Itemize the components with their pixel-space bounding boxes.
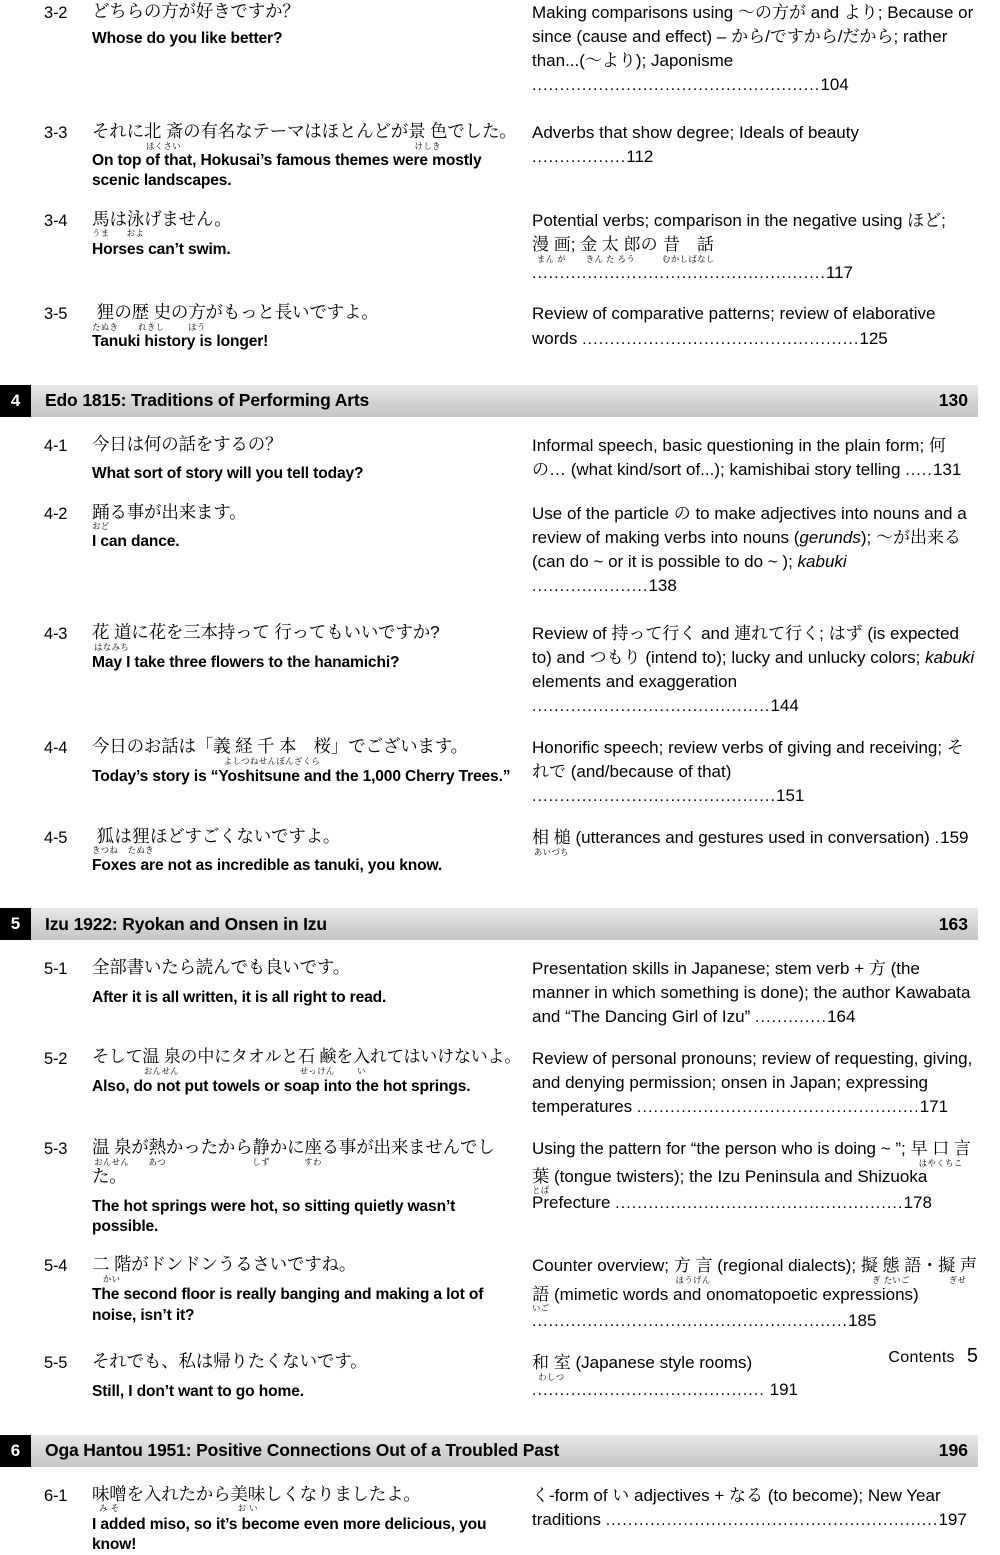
footer-page-number: 5 — [966, 1345, 978, 1367]
japanese-sentence: 狐きつねは狸たぬきほどすごくないですよ。 — [92, 825, 341, 855]
english-translation: Foxes are not as incredible as tanuki, you know. — [92, 856, 443, 874]
entry-page-number: 159 — [940, 827, 969, 847]
english-translation: I can dance. — [92, 532, 180, 550]
entry-number: 4-3 — [44, 624, 68, 643]
toc-entry[interactable] — [0, 0, 1000, 98]
toc-entry[interactable] — [0, 1136, 1000, 1237]
chapter-number: 5 — [0, 908, 31, 940]
entry-sentence — [92, 0, 532, 98]
japanese-sentence: そして温 泉おんせんの中にタオルと石 鹸せっけんを入いれてはいけないよ。 — [92, 1047, 522, 1077]
toc-entry[interactable] — [0, 433, 1000, 485]
entry-sentence — [92, 621, 532, 719]
japanese-sentence: 二 階かいがドンドンうるさいですね。 — [92, 1254, 357, 1285]
grammar-description: く-form of い adjectives + なる (to become); New Year traditions — [532, 1485, 941, 1529]
toc-entry[interactable] — [0, 501, 1000, 599]
entry-page-number: 164 — [827, 1007, 856, 1027]
toc-entry[interactable] — [0, 208, 1000, 286]
entry-number: 4-4 — [44, 738, 68, 757]
english-translation: Still, I don’t want to go home. — [92, 1382, 304, 1400]
grammar-description: Review of personal pronouns; review of requesting, giving, and denying permission; onsen in Japan; expressing temperatures — [532, 1049, 973, 1117]
entry-page-number: 178 — [903, 1193, 932, 1213]
toc-entry[interactable] — [0, 621, 1000, 719]
japanese-sentence: 今日のお話は「義 経 千 本 桜よしつねせんぼんざくら」でございます。 — [92, 735, 468, 766]
japanese-sentence: 馬うまは泳およげません。 — [92, 208, 232, 238]
grammar-description: Potential verbs; comparison in the negative using ほど; 漫 画まん が; 金 太 郎きん た ろうの 昔 話むかしばなし — [532, 210, 946, 264]
entry-sentence — [92, 825, 532, 876]
japanese-sentence: それに北 斎ほくさいの有名なテーマはほとんどが景 色けしきでした。 — [92, 121, 517, 152]
entry-sentence — [92, 1350, 532, 1403]
page-footer — [888, 1345, 978, 1368]
chapter-page-number: 130 — [938, 390, 968, 411]
entry-sentence — [92, 1253, 532, 1334]
entry-page-number: 117 — [825, 262, 854, 282]
entry-page-number: 131 — [932, 459, 962, 479]
chapter-number: 6 — [0, 1435, 31, 1467]
chapter-number: 4 — [0, 385, 31, 417]
japanese-sentence: 踊おどる事が出来ます。 — [92, 501, 247, 531]
entry-description — [532, 1136, 978, 1237]
toc-entry[interactable] — [0, 301, 1000, 352]
chapter-page-number: 163 — [938, 913, 968, 934]
entry-page-number: 171 — [919, 1097, 949, 1117]
toc-entry[interactable] — [0, 956, 1000, 1030]
entry-number: 4-5 — [44, 828, 68, 847]
leader-dots: .................................................. — [582, 330, 860, 348]
grammar-description: Counter overview; 方 言ほうげん (regional dialects); 擬 態 語ぎ たいご・擬 声 語ぎせいご (mimetic words and onomatopoetic expressions) — [532, 1256, 977, 1314]
entry-number: 5-4 — [44, 1257, 68, 1276]
grammar-description: Use of the particle の to make adjectives into nouns and a review of making verbs into nouns (gerunds); ～が出来る (can do ~ or it is possible to do ~ ); kabuki — [532, 503, 967, 571]
entry-number: 5-1 — [44, 960, 68, 979]
leader-dots: ............................................ — [532, 788, 776, 806]
entry-sentence — [92, 1483, 532, 1555]
japanese-sentence: それでも、私は帰りたくないです。 — [92, 1351, 368, 1372]
entry-sentence — [92, 120, 532, 192]
entry-description — [532, 825, 978, 876]
english-translation: What sort of story will you tell today? — [92, 465, 364, 483]
grammar-description: Using the pattern for “the person who is doing ~ ”; 早 口 言 葉はやくちことば (tongue twisters); the Izu Peninsula and Shizuoka Prefecture — [532, 1139, 971, 1213]
leader-dots: ................................................... — [636, 1099, 920, 1117]
english-translation: May I take three flowers to the hanamichi? — [92, 653, 400, 671]
leader-dots: ................. — [532, 149, 627, 167]
leader-dots: ..................................................... — [532, 264, 826, 282]
chapter-title: Izu 1922: Ryokan and Onsen in Izu — [45, 913, 327, 934]
chapter-title: Oga Hantou 1951: Positive Connections Out of a Troubled Past — [45, 1440, 560, 1461]
toc-entry[interactable] — [0, 1483, 1000, 1555]
entry-description — [532, 433, 978, 485]
entry-sentence — [92, 208, 532, 286]
entry-number: 5-3 — [44, 1140, 68, 1159]
entry-number: 5-5 — [44, 1354, 68, 1373]
entry-number: 5-2 — [44, 1050, 68, 1069]
grammar-description: Review of 持って行く and 連れて行く; はず (is expected to) and つもり (intend to); lucky and unlucky colors; kabuki elements and exaggeration — [532, 623, 975, 692]
entry-page-number: 125 — [859, 328, 888, 348]
leader-dots: . — [934, 829, 941, 847]
entry-description — [532, 1483, 978, 1555]
chapter-title: Edo 1815: Traditions of Performing Arts — [45, 390, 370, 411]
chapter-header-6[interactable] — [5, 1435, 978, 1467]
leader-dots: .................................................... — [532, 77, 821, 95]
chapter-page-number: 196 — [938, 1440, 968, 1461]
leader-dots: ..... — [905, 461, 933, 479]
grammar-description: 相 槌あいづち (utterances and gestures used in conversation) — [532, 827, 930, 857]
entry-number: 3-3 — [44, 124, 68, 143]
english-translation: On top of that, Hokusai’s famous themes were mostly scenic landscapes. — [92, 152, 482, 190]
entry-sentence — [92, 1136, 532, 1237]
japanese-sentence: 花 道はなみちに花を三本持って 行ってもいいですか? — [92, 621, 440, 652]
leader-dots: .......................................... — [532, 1382, 765, 1400]
toc-entry[interactable] — [0, 1253, 1000, 1334]
english-translation: I added miso, so it’s become even more delicious, you know! — [92, 1515, 487, 1554]
toc-entry[interactable] — [0, 735, 1000, 809]
leader-dots: ............................................................ — [605, 1511, 939, 1529]
entry-description — [532, 120, 978, 192]
english-translation: Today’s story is “Yoshitsune and the 1,000 Cherry Trees.” — [92, 767, 511, 785]
entry-number: 3-4 — [44, 211, 68, 230]
grammar-description: Review of comparative patterns; review of elaborative words — [532, 304, 936, 348]
entry-sentence — [92, 1046, 532, 1120]
entry-sentence — [92, 433, 532, 485]
entry-number: 4-2 — [44, 504, 68, 523]
leader-dots: .................................................... — [615, 1195, 904, 1213]
leader-dots: ......................................................... — [532, 1313, 849, 1331]
leader-dots: ............. — [755, 1009, 828, 1027]
entry-sentence — [92, 956, 532, 1030]
entry-description — [532, 956, 978, 1030]
entry-sentence — [92, 301, 532, 352]
entry-number: 4-1 — [44, 436, 68, 455]
english-translation: Whose do you like better? — [92, 29, 283, 47]
english-translation: Horses can’t swim. — [92, 240, 231, 258]
leader-dots: ..................... — [532, 578, 649, 596]
english-translation: The second floor is really banging and making a lot of noise, isn’t it? — [92, 1286, 484, 1324]
entry-description — [532, 301, 978, 352]
entry-description — [532, 1253, 978, 1334]
english-translation: After it is all written, it is all right to read. — [92, 988, 387, 1006]
entry-page-number: 185 — [848, 1311, 877, 1331]
japanese-sentence: 全部書いたら読んでも良いです。 — [92, 957, 351, 978]
entry-description — [532, 501, 978, 599]
entry-number: 3-5 — [44, 305, 68, 324]
toc-entry[interactable] — [0, 825, 1000, 876]
entry-description — [532, 621, 978, 719]
entry-description — [532, 0, 978, 98]
entry-number: 6-1 — [44, 1486, 68, 1505]
entry-page-number: 144 — [770, 696, 799, 716]
grammar-description: Adverbs that show degree; Ideals of beauty — [532, 123, 859, 143]
japanese-sentence: 今日は何の話をするの？ — [92, 433, 283, 454]
japanese-sentence: どちらの方が好きですか？ — [92, 1, 300, 21]
grammar-description: Making comparisons using ～の方が and より; Because or since (cause and effect) – から/ですから/だから; rather than...(～より); Japonisme — [532, 3, 974, 71]
toc-entry[interactable] — [0, 1046, 1000, 1120]
footer-label: Contents — [888, 1349, 955, 1366]
entry-page-number: 112 — [626, 147, 654, 167]
entry-description — [532, 735, 978, 809]
toc-entry[interactable] — [0, 120, 1000, 192]
english-translation: Tanuki history is longer! — [92, 333, 269, 351]
toc-entry[interactable] — [0, 1350, 1000, 1403]
entry-page-number: 151 — [776, 786, 805, 806]
chapter-header-4[interactable] — [5, 385, 978, 417]
entry-page-number: 197 — [938, 1509, 967, 1529]
entry-page-number: 104 — [820, 75, 849, 95]
entry-page-number: 191 — [769, 1380, 799, 1400]
grammar-description: Presentation skills in Japanese; stem verb + 方 (the manner in which something is done); the author Kawabata and “The Dancing Girl of Izu” — [532, 959, 971, 1027]
english-translation: The hot springs were hot, so sitting quietly wasn’t possible. — [92, 1197, 456, 1236]
japanese-sentence: 温 泉おんせんが熱あつかったから静しずかに座すわる事が出来ませんでした。 — [92, 1137, 495, 1187]
leader-dots: ........................................... — [532, 698, 771, 716]
entry-sentence — [92, 501, 532, 599]
grammar-description: Honorific speech; review verbs of giving and receiving; それで (and/because of that) — [532, 737, 964, 782]
entry-description — [532, 208, 978, 286]
japanese-sentence: 味噌み そを入れたから美味お いしくなりましたよ。 — [92, 1483, 421, 1513]
english-translation: Also, do not put towels or soap into the hot springs. — [92, 1078, 471, 1096]
entry-sentence — [92, 735, 532, 809]
entry-page-number: 138 — [648, 576, 677, 596]
chapter-header-5[interactable] — [5, 908, 978, 940]
entry-number: 3-2 — [44, 4, 68, 22]
grammar-description: Informal speech, basic questioning in the plain form; 何の… (what kind/sort of...); kamishibai story telling — [532, 435, 946, 479]
entry-description — [532, 1046, 978, 1120]
japanese-sentence: 狸たぬきの歴 史れきしの方ほうがもっと長いですよ。 — [92, 302, 379, 333]
grammar-description: 和 室わしつ (Japanese style rooms) — [532, 1353, 753, 1383]
